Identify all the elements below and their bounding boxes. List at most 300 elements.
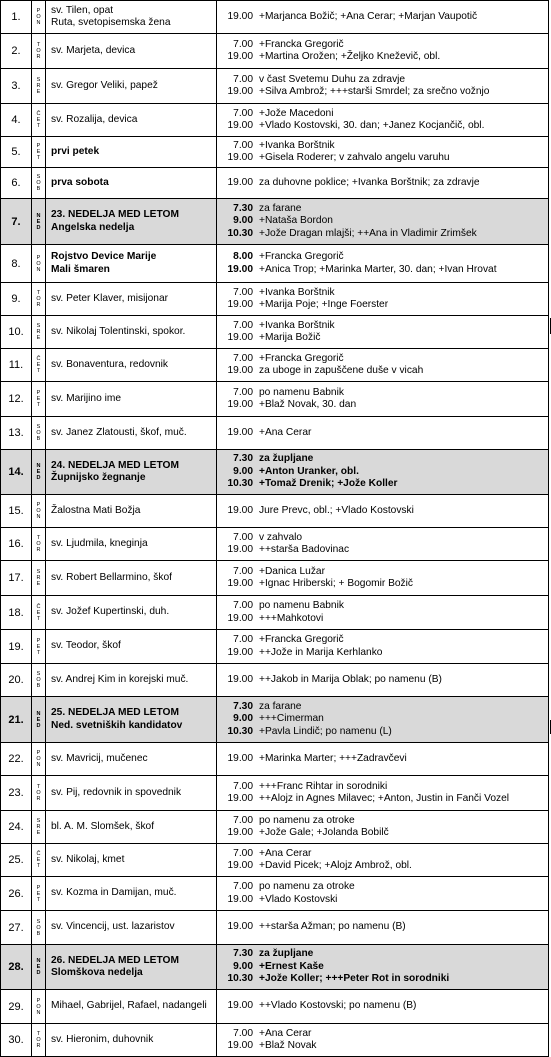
mass-entry — [219, 332, 548, 345]
mass-entry — [219, 478, 548, 491]
feast-cell — [46, 776, 217, 811]
weekday-abbrev — [32, 104, 46, 137]
weekday-letters: NED — [36, 212, 41, 231]
day-number: 21. — [1, 697, 32, 743]
day-number: 11. — [1, 349, 32, 382]
mass-intention: +Jože Macedoni — [259, 107, 334, 119]
mass-time: 10.30 — [227, 973, 253, 985]
feast-cell — [46, 349, 217, 382]
mass-intention: +++Mahkotovi — [259, 612, 324, 624]
weekday-letters: PET — [36, 884, 41, 903]
mass-time: 19.00 — [227, 827, 253, 838]
mass-intention: +Ivanka Borštnik — [259, 139, 335, 151]
feast-name: 23. NEDELJA MED LETOM — [51, 209, 179, 220]
mass-time: 7.00 — [233, 38, 253, 50]
weekday-abbrev — [32, 1, 46, 34]
mass-time: 7.00 — [233, 1027, 253, 1039]
weekday-abbrev — [32, 844, 46, 877]
mass-time: 10.30 — [227, 725, 253, 737]
mass-entry — [219, 505, 548, 518]
mass-entry — [219, 1040, 548, 1053]
feast-name: sv. Peter Klaver, misijonar — [51, 292, 169, 304]
weekday-abbrev — [32, 528, 46, 561]
mass-time: 19.00 — [227, 299, 253, 310]
mass-cell — [217, 528, 549, 561]
mass-cell — [217, 596, 549, 630]
mass-intention: za farane — [259, 700, 302, 712]
mass-entry — [219, 11, 548, 24]
mass-time: 8.00 — [233, 251, 253, 262]
sunday-row — [1, 945, 549, 990]
mass-cell — [217, 316, 549, 349]
feast-name: sv. Gregor Veliki, papež — [51, 79, 158, 91]
mass-intention: za župljane — [259, 453, 314, 465]
mass-time: 19.00 — [227, 332, 253, 343]
weekday-letters: TOR — [36, 535, 41, 553]
weekday-letters: PET — [36, 637, 41, 656]
feast-name: sv. Kozma in Damijan, muč. — [51, 887, 177, 899]
feast-name: sv. Ljudmila, kneginja — [51, 537, 148, 549]
day-number: 27. — [1, 911, 32, 945]
mass-time: 9.00 — [233, 713, 253, 725]
day-number: 4. — [1, 104, 32, 137]
weekday-letters: PON — [36, 254, 41, 273]
mass-entry — [219, 427, 548, 440]
mass-intention: +Jože Gale; +Jolanda Bobilč — [259, 827, 389, 838]
weekday-letters: SOB — [36, 918, 41, 937]
mass-intention: +Ernest Kaše — [259, 960, 324, 972]
weekday-abbrev — [32, 283, 46, 316]
feast-name: sv. Janez Zlatousti, škof, muč. — [51, 426, 187, 438]
sunday-row — [1, 199, 549, 245]
mass-intention: ++Jakob in Marija Oblak; po namenu (B) — [259, 673, 442, 685]
feast-name: Angelska nedelja — [51, 221, 135, 233]
mass-cell — [217, 168, 549, 199]
feast-cell — [46, 137, 217, 168]
mass-intention: +Blaž Novak, 30. dan — [259, 399, 357, 410]
weekday-abbrev — [32, 168, 46, 199]
mass-intention: +David Picek; +Alojz Ambrož, obl. — [259, 860, 412, 871]
mass-time: 19.00 — [227, 504, 253, 516]
day-number: 7. — [1, 199, 32, 245]
mass-intention: +Francka Gregorič — [259, 352, 344, 364]
mass-time: 19.00 — [227, 263, 253, 275]
feast-name: Mihael, Gabrijel, Rafael, nadangeli — [51, 1000, 207, 1012]
day-row — [1, 743, 549, 776]
mass-cell — [217, 877, 549, 911]
mass-time: 7.00 — [233, 107, 253, 119]
feast-cell — [46, 283, 217, 316]
mass-entry — [219, 120, 548, 133]
day-number: 22. — [1, 743, 32, 776]
feast-cell — [46, 528, 217, 561]
mass-time: 19.00 — [227, 10, 253, 22]
mass-intention: za farane — [259, 202, 302, 214]
mass-cell — [217, 450, 549, 495]
weekday-letters: PET — [36, 390, 41, 408]
mass-time: 19.00 — [227, 365, 253, 376]
feast-cell — [46, 811, 217, 844]
mass-intention: +Danica Lužar — [259, 565, 325, 577]
mass-time: 7.00 — [233, 319, 253, 331]
weekday-letters: PON — [36, 502, 41, 520]
day-number: 14. — [1, 450, 32, 495]
feast-cell — [46, 1024, 217, 1057]
mass-entry — [219, 860, 548, 873]
mass-time: 7.30 — [233, 202, 253, 214]
mass-intention: po namenu za otroke — [259, 814, 355, 826]
feast-name: sv. Bonaventura, redovnik — [51, 358, 169, 370]
mass-intention: +Vlado Kostovski — [259, 893, 338, 905]
day-row — [1, 877, 549, 911]
mass-intention: +Marinka Marter; +++Zadravčevi — [259, 752, 407, 764]
feast-name: sv. Robert Bellarmino, škof — [51, 571, 172, 583]
feast-cell — [46, 104, 217, 137]
mass-entry — [219, 228, 548, 241]
mass-entry — [219, 781, 548, 794]
day-number: 25. — [1, 844, 32, 877]
mass-intention: +Ana Cerar — [259, 1027, 312, 1039]
mass-time: 19.00 — [227, 120, 253, 131]
feast-name: Župnijsko žegnanje — [51, 472, 146, 483]
mass-time: 7.00 — [233, 600, 253, 611]
mass-cell — [217, 561, 549, 596]
mass-entry — [219, 399, 548, 412]
mass-entry — [219, 674, 548, 687]
mass-time: 7.30 — [233, 453, 253, 465]
mass-time: 7.00 — [233, 780, 253, 792]
mass-entry — [219, 848, 548, 861]
mass-entry — [219, 1000, 548, 1013]
feast-name: Ruta, svetopisemska žena — [51, 17, 171, 28]
mass-cell — [217, 1024, 549, 1057]
weekday-letters: TOR — [36, 42, 41, 60]
weekday-abbrev — [32, 199, 46, 245]
mass-time: 7.00 — [233, 634, 253, 645]
mass-intention: ++Vlado Kostovski; po namenu (B) — [259, 1000, 417, 1012]
day-number: 12. — [1, 382, 32, 417]
mass-time: 19.00 — [227, 921, 253, 933]
day-row — [1, 776, 549, 811]
weekday-abbrev — [32, 596, 46, 630]
mass-time: 19.00 — [227, 893, 253, 905]
day-row — [1, 561, 549, 596]
mass-entry — [219, 51, 548, 64]
mass-intention: Jure Prevc, obl.; +Vlado Kostovski — [259, 504, 414, 516]
feast-name: Mali šmaren — [51, 263, 110, 275]
day-row — [1, 245, 549, 283]
mass-time: 19.00 — [227, 752, 253, 764]
feast-name: sv. Nikolaj, kmet — [51, 853, 125, 865]
weekday-letters: PON — [36, 8, 41, 26]
day-row — [1, 34, 549, 69]
mass-entry — [219, 387, 548, 400]
feast-cell — [46, 945, 217, 990]
weekday-abbrev — [32, 137, 46, 168]
day-number: 16. — [1, 528, 32, 561]
weekday-abbrev — [32, 743, 46, 776]
mass-time: 10.30 — [227, 478, 253, 490]
mass-cell — [217, 1, 549, 34]
day-row — [1, 104, 549, 137]
mass-cell — [217, 697, 549, 743]
weekday-abbrev — [32, 990, 46, 1024]
feast-name: sv. Mavricij, mučenec — [51, 752, 148, 764]
mass-time: 19.00 — [227, 793, 253, 804]
weekday-letters: SRE — [36, 569, 41, 587]
mass-time: 10.30 — [227, 227, 253, 239]
mass-intention: za župljane — [259, 948, 314, 960]
feast-name: prva sobota — [51, 176, 109, 188]
mass-cell — [217, 743, 549, 776]
mass-intention: +Francka Gregorič — [259, 38, 344, 50]
weekday-abbrev — [32, 1024, 46, 1057]
mass-time: 19.00 — [227, 1000, 253, 1012]
mass-entry — [219, 203, 548, 216]
weekday-letters: TOR — [36, 784, 41, 802]
mass-intention: +Ana Cerar — [259, 426, 312, 438]
mass-entry — [219, 713, 548, 726]
feast-name: sv. Marijino ime — [51, 392, 122, 404]
day-row — [1, 811, 549, 844]
mass-cell — [217, 945, 549, 990]
mass-time: 7.00 — [233, 814, 253, 826]
mass-entry — [219, 647, 548, 660]
weekday-abbrev — [32, 561, 46, 596]
feast-cell — [46, 495, 217, 528]
weekday-abbrev — [32, 349, 46, 382]
mass-cell — [217, 34, 549, 69]
mass-intention: +++Cimerman — [259, 713, 324, 725]
day-number: 23. — [1, 776, 32, 811]
weekday-abbrev — [32, 382, 46, 417]
mass-entry — [219, 215, 548, 228]
mass-entry — [219, 600, 548, 613]
day-number: 15. — [1, 495, 32, 528]
weekday-abbrev — [32, 316, 46, 349]
mass-entry — [219, 701, 548, 714]
day-row — [1, 1024, 549, 1057]
mass-cell — [217, 382, 549, 417]
mass-entry — [219, 634, 548, 647]
day-number: 26. — [1, 877, 32, 911]
feast-cell — [46, 69, 217, 104]
mass-cell — [217, 104, 549, 137]
mass-intention: +Anica Trop; +Marinka Marter, 30. dan; +Ivan Hrovat — [259, 263, 497, 275]
weekday-abbrev — [32, 811, 46, 844]
mass-intention: +Ana Cerar — [259, 847, 312, 859]
day-number: 20. — [1, 664, 32, 697]
feast-name: bl. A. M. Slomšek, škof — [51, 820, 155, 832]
mass-entry — [219, 921, 548, 934]
mass-intention: +Jože Dragan mlajši; ++Ana in Vladimir Zrimšek — [259, 227, 477, 239]
mass-intention: +Martina Orožen; +Željko Kneževič, obl. — [259, 51, 441, 62]
mass-time: 9.00 — [233, 465, 253, 477]
mass-cell — [217, 664, 549, 697]
mass-intention: +Marjanca Božič; +Ana Cerar; +Marjan Vaupotič — [259, 10, 478, 22]
feast-name: sv. Rozalija, devica — [51, 113, 138, 125]
feast-name: sv. Teodor, škof — [51, 640, 121, 652]
mass-cell — [217, 844, 549, 877]
mass-entry — [219, 948, 548, 961]
feast-name: sv. Hieronim, duhovnik — [51, 1033, 154, 1045]
mass-time: 19.00 — [227, 646, 253, 658]
day-number: 1. — [1, 1, 32, 34]
mass-intention: po namenu Babnik — [259, 386, 344, 398]
mass-time: 7.00 — [233, 847, 253, 859]
day-number: 19. — [1, 630, 32, 664]
mass-intention: +Marija Poje; +Inge Foerster — [259, 299, 389, 310]
day-number: 28. — [1, 945, 32, 990]
mass-entry — [219, 827, 548, 840]
mass-time: 7.00 — [233, 73, 253, 85]
mass-intention: +Marija Božič — [259, 332, 321, 343]
mass-intention: +Tomaž Drenik; +Jože Koller — [259, 478, 398, 490]
feast-cell — [46, 844, 217, 877]
feast-cell — [46, 630, 217, 664]
mass-intention: za duhovne poklice; +Ivanka Borštnik; za zdravje — [259, 176, 480, 188]
mass-intention: +Ivanka Borštnik — [259, 319, 335, 331]
weekday-letters: PON — [36, 750, 41, 768]
day-number: 10. — [1, 316, 32, 349]
mass-entry — [219, 726, 548, 739]
day-row — [1, 630, 549, 664]
feast-cell — [46, 990, 217, 1024]
weekday-abbrev — [32, 911, 46, 945]
weekday-letters: PON — [36, 997, 41, 1016]
day-number: 13. — [1, 417, 32, 450]
day-number: 17. — [1, 561, 32, 596]
mass-time: 7.00 — [233, 386, 253, 398]
feast-name: 25. NEDELJA MED LETOM — [51, 707, 179, 718]
mass-entry — [219, 881, 548, 894]
feast-cell — [46, 596, 217, 630]
mass-intention: +Ivanka Borštnik — [259, 286, 335, 298]
day-row — [1, 596, 549, 630]
mass-intention: po namenu Babnik — [259, 600, 344, 611]
mass-time: 7.30 — [233, 948, 253, 960]
weekday-abbrev — [32, 945, 46, 990]
mass-time: 7.00 — [233, 565, 253, 577]
day-row — [1, 417, 549, 450]
day-number: 30. — [1, 1024, 32, 1057]
mass-entry — [219, 251, 548, 264]
feast-cell — [46, 664, 217, 697]
mass-entry — [219, 177, 548, 190]
feast-name: sv. Tilen, opat — [51, 4, 114, 16]
mass-intention: +Pavla Lindič; po namenu (L) — [259, 725, 392, 737]
weekday-abbrev — [32, 245, 46, 283]
mass-time: 7.00 — [233, 881, 253, 892]
mass-intention: po namenu za otroke — [259, 881, 355, 892]
mass-intention: +Nataša Bordon — [259, 215, 333, 227]
mass-entry — [219, 973, 548, 986]
mass-cell — [217, 990, 549, 1024]
mass-intention: ++starša Badovinac — [259, 544, 350, 555]
mass-intention: +Blaž Novak — [259, 1040, 317, 1051]
mass-intention: za uboge in zapuščene duše v vicah — [259, 365, 424, 376]
day-number: 3. — [1, 69, 32, 104]
feast-cell — [46, 911, 217, 945]
mass-time: 19.00 — [227, 176, 253, 188]
weekday-letters: NED — [36, 958, 41, 976]
mass-cell — [217, 137, 549, 168]
feast-name: Slomškova nedelja — [51, 967, 143, 978]
mass-entry — [219, 39, 548, 52]
feast-cell — [46, 316, 217, 349]
weekday-letters: SOB — [36, 174, 41, 192]
mass-entry — [219, 140, 548, 153]
mass-entry — [219, 152, 548, 165]
day-row — [1, 283, 549, 316]
mass-intention: +Ignac Hriberski; + Bogomir Božič — [259, 578, 414, 589]
feast-cell — [46, 417, 217, 450]
mass-entry — [219, 365, 548, 378]
mass-intention: ++starša Ažman; po namenu (B) — [259, 921, 406, 933]
mass-entry — [219, 320, 548, 333]
mass-entry — [219, 566, 548, 579]
mass-time: 7.00 — [233, 286, 253, 298]
weekday-abbrev — [32, 776, 46, 811]
mass-entry — [219, 287, 548, 300]
feast-name: sv. Andrej Kim in korejski muč. — [51, 673, 189, 685]
mass-entry — [219, 894, 548, 907]
mass-entry — [219, 961, 548, 974]
weekday-letters: NED — [36, 710, 41, 729]
weekday-abbrev — [32, 877, 46, 911]
mass-entry — [219, 815, 548, 828]
weekday-abbrev — [32, 495, 46, 528]
weekday-abbrev — [32, 69, 46, 104]
mass-entry — [219, 532, 548, 545]
day-row — [1, 349, 549, 382]
weekday-letters: NED — [36, 463, 41, 481]
mass-cell — [217, 349, 549, 382]
day-row — [1, 382, 549, 417]
feast-cell — [46, 168, 217, 199]
feast-cell — [46, 877, 217, 911]
mass-intention: +Anton Uranker, obl. — [259, 465, 359, 477]
day-row — [1, 137, 549, 168]
weekday-letters: TOR — [36, 290, 41, 308]
day-row — [1, 528, 549, 561]
mass-entry — [219, 108, 548, 121]
day-row — [1, 1, 549, 34]
feast-cell — [46, 697, 217, 743]
mass-intention: +Silva Ambrož; +++starši Smrdel; za srečno vožnjo — [259, 86, 490, 97]
day-number: 29. — [1, 990, 32, 1024]
weekday-letters: ČET — [36, 603, 41, 622]
feast-cell — [46, 245, 217, 283]
day-row — [1, 911, 549, 945]
mass-cell — [217, 811, 549, 844]
feast-name: 24. NEDELJA MED LETOM — [51, 459, 179, 471]
mass-time: 9.00 — [233, 215, 253, 227]
sunday-row — [1, 450, 549, 495]
weekday-abbrev — [32, 34, 46, 69]
weekday-letters: ČET — [36, 356, 41, 374]
feast-cell — [46, 450, 217, 495]
mass-time: 19.00 — [227, 673, 253, 685]
mass-cell — [217, 283, 549, 316]
mass-entry — [219, 613, 548, 626]
mass-intention: +++Franc Rihtar in sorodniki — [259, 780, 388, 792]
feast-name: Rojstvo Device Marije — [51, 251, 157, 262]
feast-cell — [46, 743, 217, 776]
day-number: 18. — [1, 596, 32, 630]
weekday-letters: SRE — [36, 323, 41, 341]
feast-cell — [46, 561, 217, 596]
